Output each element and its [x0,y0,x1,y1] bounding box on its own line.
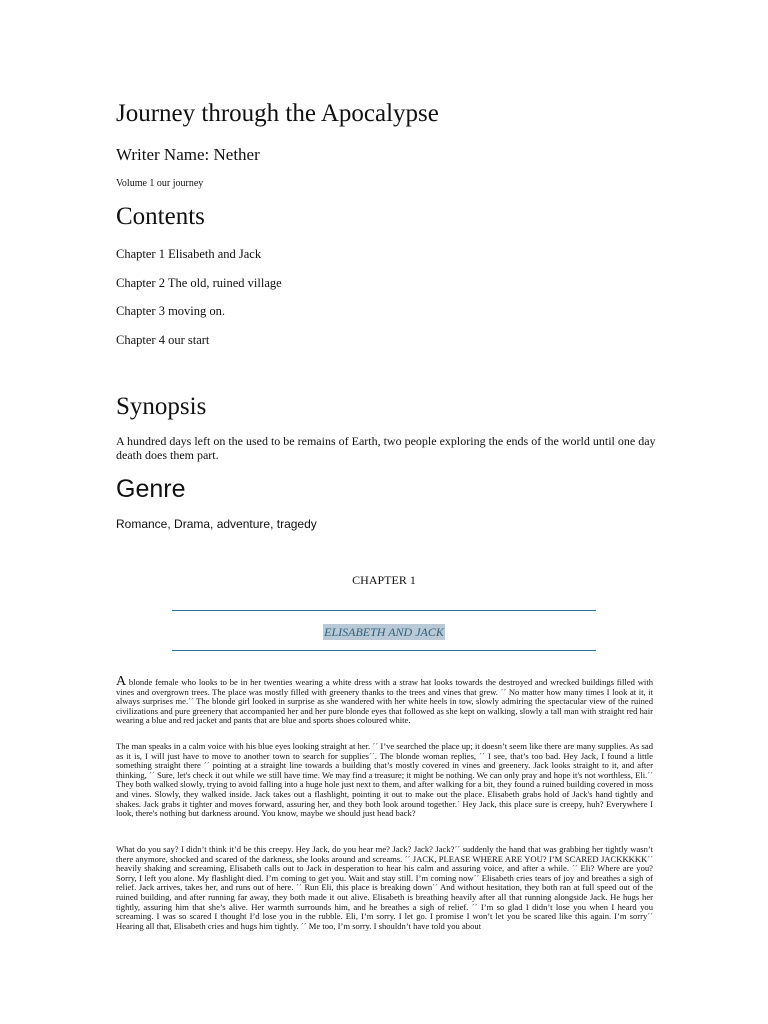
synopsis-heading: Synopsis [116,393,207,420]
story-paragraph-3: What do you say? I didn’t think it’d be this creepy. Hey Jack, do you hear me? Jack? Jack? Jack?´´ suddenly the hand that was grabbing her tightly wasn’t there anymore, shocked and scared of the darkness, she looks around and screams. ´´ JACK, PLEASE WHERE ARE YOU? I’M SCARED JACKKKKK´´ heavily shaking and screaming, Elisabeth calls out to Jack in desperation to hear his calm and assuring voice, and after a while. ´´ Eli? Where are you? Sorry, I left you alone. My flashlight died. I’m coming to get you. Wait and stay still. I’m coming now´´ Elisabeth cries tears of joy and breathes a sigh of relief. Jack arrives, takes her, and runs out of here. ´´ Run Eli, this place is breaking down´´ And without hesitation, they both ran at full speed out of the ruined building, and after running far away, they both made it out alive. Elisabeth is breathing heavily after all that running alongside Jack. He hugs her tightly, assuring him that she’s alive. Her warmth surrounds him, and he breathes a sigh of relief. ´´ I’m so glad I didn’t lose you when I heard you screaming. I was so scared I thought I’d lose you in the rubble. Eli, I’m sorry. I let go. I promise I won’t let you be scared like this again. I’m sorry´´ Hearing all that, Elisabeth cries and hugs him tightly. ´´ Me too, I’m sorry. I shouldn’t have told you about [116,845,653,931]
chapter-title-top-rule [172,610,596,611]
story-paragraph-1-text: blonde female who looks to be in her twenties wearing a white dress with a straw hat looks towards the destroyed and wrecked buildings filled with vines and overgrown trees. The place was mostly filled with greenery thanks to the trees and vines that grew. ´´ No matter how many times I look at it, it always surprises me.´´ The blonde girl looked in surprise as she wandered with her white heels in tow, slowly admiring the spectacular view of the ruined civilizations and pure greenery that accompanied her and her pure blonde eyes that followed as she kept on walking, slowly a tall man with straight red hair wearing a blue and red jacket and pants that are blue and sports shoes coloured white. [116,677,653,726]
toc-item-chapter-1: Chapter 1 Elisabeth and Jack [116,247,262,261]
chapter-title-bottom-rule [172,650,596,651]
drop-cap: A [116,674,127,689]
document-title: Journey through the Apocalypse [116,100,439,127]
story-paragraph-1 [116,674,653,726]
chapter-title-container [0,623,768,641]
toc-item-chapter-3: Chapter 3 moving on. [116,304,226,318]
volume-label: Volume 1 our journey [116,178,204,189]
synopsis-text: A hundred days left on the used to be remains of Earth, two people exploring the ends of the world until one day death does them part. [116,434,656,462]
toc-item-chapter-2: Chapter 2 The old, ruined village [116,276,282,290]
writer-name: Writer Name: Nether [116,145,260,164]
story-paragraph-2: The man speaks in a calm voice with his blue eyes looking straight at her. ´´ I’ve searched the place up; it doesn’t seem like there are many supplies. As sad as it is, I will just have to move to another town to search for supplies´´. The blonde woman replies, ´´ I see, that’s too bad. Hey Jack, I found a little something straight there ´´ pointing at a straight line towards a building that’s mostly covered in vines and greenery. Jack looks straight to it, and after thinking, ´´ Sure, let's check it out while we still have time. We may find a treasure; it might be nothing. We can only pray and hope it's not worthless, Eli.´´ They both walked slowly, trying to avoid falling into a huge hole just next to them, and after walking for a bit, they found a ruined building covered in moss and vines. Slowly, they walked inside. Jack takes out a flashlight, pointing it out to make out the place. Elisabeth grabs hold of Jack's hand tightly and shakes. Jack grabs it tighter and moves forward, assuring her, and they both look around together.´ Hey Jack, this place sure is creepy, huh? Everywhere I look, there's nothing but darkness around. You know, maybe we should just head back? [116,741,653,819]
chapter-title: ELISABETH AND JACK [324,625,444,639]
chapter-label: CHAPTER 1 [352,573,416,587]
genre-heading: Genre [116,475,186,503]
genre-text: Romance, Drama, adventure, tragedy [116,517,317,531]
contents-heading: Contents [116,203,205,230]
toc-item-chapter-4: Chapter 4 our start [116,333,210,347]
